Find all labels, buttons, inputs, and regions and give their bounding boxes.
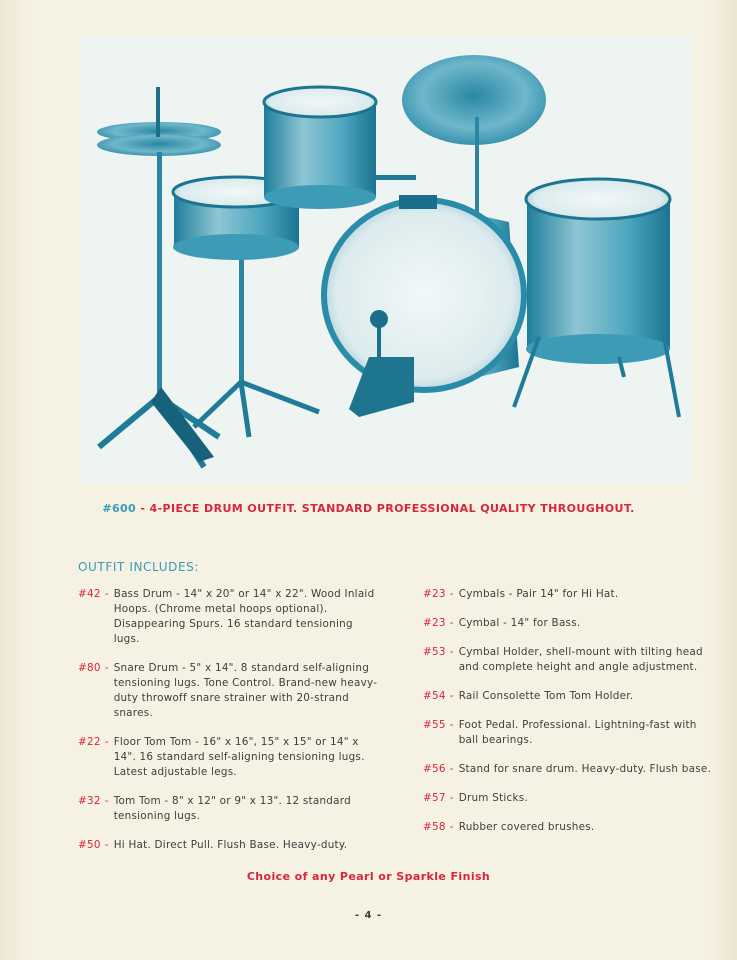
item-description: Cymbal - 14" for Bass.: [458, 617, 581, 629]
items-left-column: [78, 587, 378, 867]
list-item: #42 - Bass Drum - 14" x 20" or 14" x 22". Wood Inlaid Hoops. (Chrome metal hoops optional). Disappearing Spurs. 16 standard tensioning lugs.: [78, 587, 378, 647]
list-item: #50 - Hi Hat. Direct Pull. Flush Base. Heavy-duty.: [78, 838, 378, 853]
list-item: #23 - Cymbal - 14" for Bass.: [423, 616, 713, 631]
item-number: #22: [78, 736, 101, 748]
drum-outfit-photo: [79, 37, 693, 484]
item-description: Floor Tom Tom - 16" x 16", 15" x 15" or 14" x 14". 16 standard self-aligning tensioning lugs. Latest adjustable legs.: [113, 736, 365, 778]
list-item: #80 - Snare Drum - 5" x 14". 8 standard self-aligning tensioning lugs. Tone Control. Brand-new heavy-duty throwoff snare strainer with 20-strand snares.: [78, 662, 378, 719]
item-number: #58: [423, 821, 446, 833]
photo-caption: [0, 502, 737, 515]
item-number: #54: [423, 690, 446, 702]
item-description: Rubber covered brushes.: [458, 821, 595, 833]
list-item: #58 - Rubber covered brushes.: [423, 820, 713, 835]
item-number: #32: [78, 795, 101, 807]
item-description: Drum Sticks.: [458, 792, 528, 804]
item-description: Tom Tom - 8" x 12" or 9" x 13". 12 standard tensioning lugs.: [113, 795, 351, 822]
item-number: #42: [78, 588, 101, 600]
list-item: #23 - Cymbals - Pair 14" for Hi Hat.: [423, 587, 713, 602]
section-title: OUTFIT INCLUDES:: [78, 560, 199, 574]
items-right-column: [423, 587, 713, 849]
item-number: #57: [423, 792, 446, 804]
list-item: #22 - Floor Tom Tom - 16" x 16", 15" x 15" or 14" x 14". 16 standard self-aligning tensioning lugs. Latest adjustable legs.: [78, 735, 378, 780]
item-number: #80: [78, 662, 101, 674]
item-description: Foot Pedal. Professional. Lightning-fast with ball bearings.: [458, 719, 697, 746]
item-number: #23: [423, 617, 446, 629]
item-description: Stand for snare drum. Heavy-duty. Flush base.: [458, 763, 712, 775]
item-description: Hi Hat. Direct Pull. Flush Base. Heavy-duty.: [113, 839, 348, 851]
item-description: Cymbal Holder, shell-mount with tilting head and complete height and angle adjustment.: [458, 646, 703, 673]
list-item: #54 - Rail Consolette Tom Tom Holder.: [423, 689, 713, 704]
item-description: Cymbals - Pair 14" for Hi Hat.: [458, 588, 619, 600]
finish-note: Choice of any Pearl or Sparkle Finish: [246, 870, 491, 883]
list-item: #56 - Stand for snare drum. Heavy-duty. Flush base.: [423, 763, 712, 775]
caption-text: - 4-PIECE DRUM OUTFIT. STANDARD PROFESSIONAL QUALITY THROUGHOUT.: [140, 502, 635, 515]
item-number: #55: [423, 719, 446, 731]
item-number: #56: [423, 763, 446, 775]
item-description: Rail Consolette Tom Tom Holder.: [458, 690, 634, 702]
page-number: - 4 -: [354, 910, 383, 921]
list-item: #55 - Foot Pedal. Professional. Lightning-fast with ball bearings.: [423, 718, 713, 748]
item-number: #53: [423, 646, 446, 658]
item-description: Bass Drum - 14" x 20" or 14" x 22". Wood Inlaid Hoops. (Chrome metal hoops optional). Disappearing Spurs. 16 standard tensioning lugs.: [113, 588, 375, 645]
outfit-number: #600: [102, 502, 137, 515]
item-number: #50: [78, 839, 101, 851]
item-description: Snare Drum - 5" x 14". 8 standard self-aligning tensioning lugs. Tone Control. Brand-new heavy-duty throwoff snare strainer with 20-strand snares.: [113, 662, 378, 719]
list-item: #57 - Drum Sticks.: [423, 791, 713, 806]
list-item: #32 - Tom Tom - 8" x 12" or 9" x 13". 12 standard tensioning lugs.: [78, 794, 378, 824]
list-item: #53 - Cymbal Holder, shell-mount with tilting head and complete height and angle adjustment.: [423, 645, 713, 675]
item-number: #23: [423, 588, 446, 600]
